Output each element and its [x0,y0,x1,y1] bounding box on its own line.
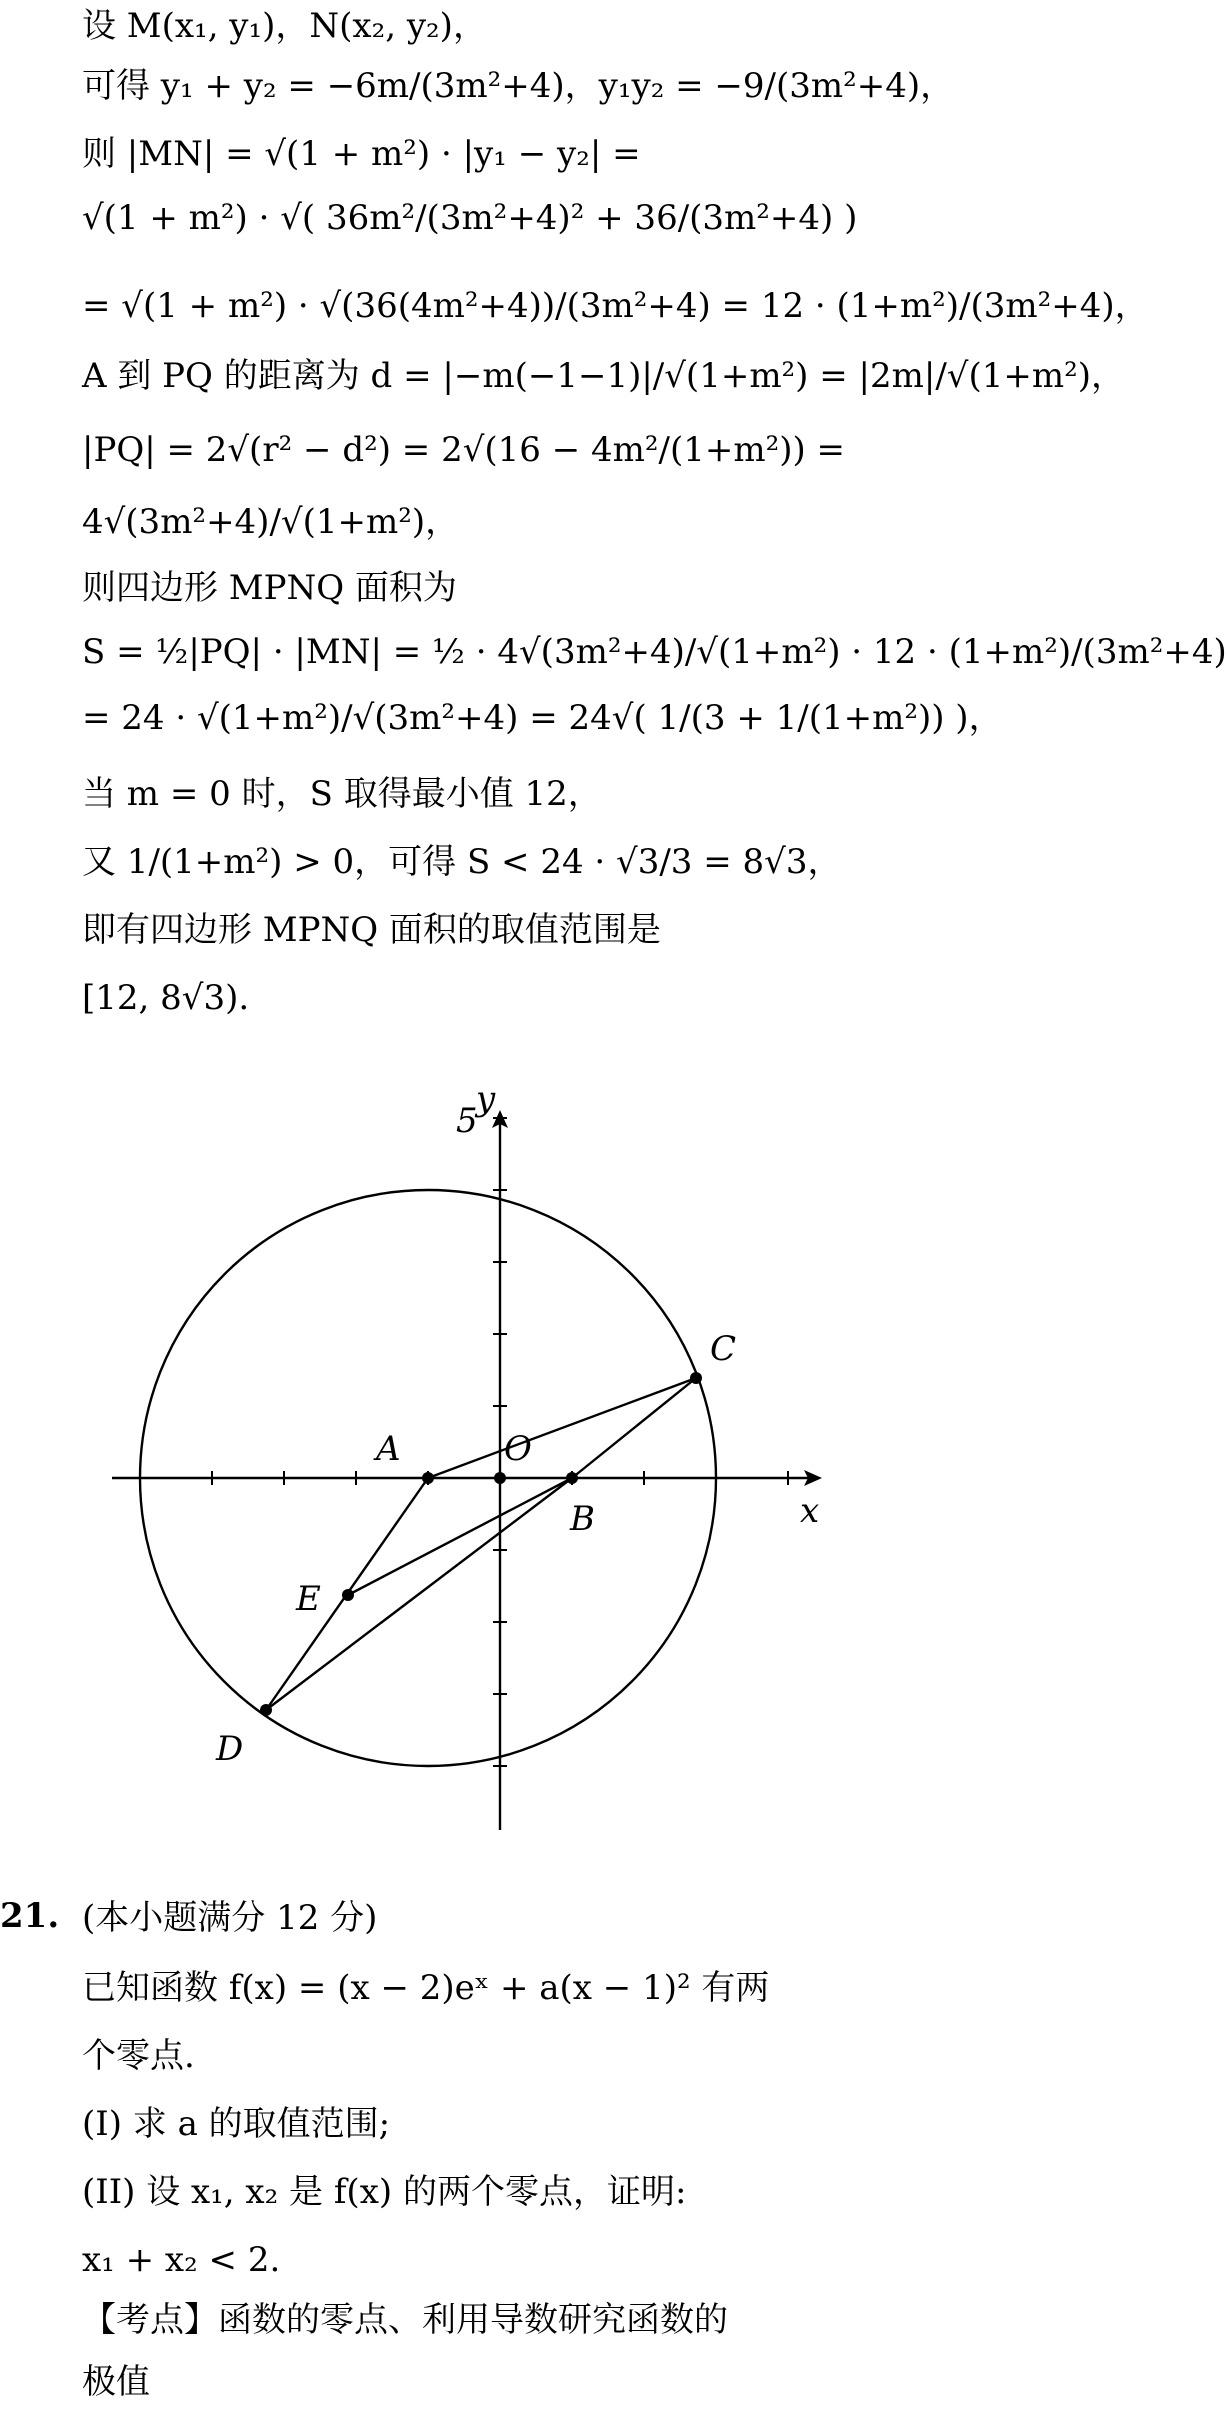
label-o: O [504,1429,532,1469]
solution-line-8: 4√(3m²+4)/√(1+m²)， [82,502,460,542]
segments [266,1378,696,1710]
point-a [422,1472,434,1484]
tick-label-5: 5 [456,1101,478,1141]
label-e: E [296,1579,321,1619]
solution-line-10: S = ½|PQ| · |MN| = ½ · 4√(3m²+4)/√(1+m²) · 12 · (1+m²)/(3m²+4) [82,632,1227,672]
x-axis-label: x [800,1491,820,1531]
solution-line-9: 则四边形 MPNQ 面积为 [82,568,457,608]
label-a: A [376,1429,401,1469]
geometry-figure [100,1060,840,1854]
solution-line-13: 又 1/(1+m²) > 0，可得 S < 24 · √3/3 = 8√3， [82,842,842,882]
solution-line-5: = √(1 + m²) · √(36(4m²+4))/(3m²+4) = 12 · (1+m²)/(3m²+4)， [82,286,1149,326]
point-d [260,1704,272,1716]
label-d: D [216,1729,244,1769]
point-o [494,1472,506,1484]
label-b: B [570,1499,595,1539]
solution-line-14: 即有四边形 MPNQ 面积的取值范围是 [82,910,661,950]
problem-21-part-1: (I) 求 a 的取值范围; [82,2104,391,2144]
problem-21-part-2-line-1: (II) 设 x₁, x₂ 是 f(x) 的两个零点，证明: [82,2172,687,2212]
solution-line-15: [12, 8√3). [82,978,250,1018]
solution-line-7: |PQ| = 2√(r² − d²) = 2√(16 − 4m²/(1+m²)) = [82,430,846,470]
solution-line-1: 设 M(x₁, y₁)，N(x₂, y₂)， [82,6,487,46]
problem-21-kaodian-line-1: 【考点】函数的零点、利用导数研究函数的 [82,2300,728,2340]
solution-line-6: A 到 PQ 的距离为 d = |−m(−1−1)|/√(1+m²) = |2m|/√(1+m²)， [82,356,1125,396]
problem-21-kaodian-line-2: 极值 [82,2362,150,2402]
label-c: C [710,1329,737,1369]
problem-21-statement-line-1: 已知函数 f(x) = (x − 2)eˣ + a(x − 1)² 有两 [82,1968,770,2008]
problem-21-part-2-line-2: x₁ + x₂ < 2. [82,2240,281,2280]
solution-line-4: √(1 + m²) · √( 36m²/(3m²+4)² + 36/(3m²+4) ) [82,198,858,238]
circle-diagram [100,1060,840,1850]
point-b [566,1472,578,1484]
problem-21-header: (本小题满分 12 分) [82,1898,378,1938]
solution-line-12: 当 m = 0 时，S 取得最小值 12， [82,774,602,814]
solution-line-2: 可得 y₁ + y₂ = −6m/(3m²+4)，y₁y₂ = −9/(3m²+4)， [82,66,955,106]
solution-line-3: 则 |MN| = √(1 + m²) · |y₁ − y₂| = [82,134,641,174]
problem-21-number: 21. [0,1896,60,1936]
point-e [342,1589,354,1601]
solution-line-11: = 24 · √(1+m²)/√(3m²+4) = 24√( 1/(3 + 1/(1+m²)) )， [82,698,1003,738]
point-c [690,1372,702,1384]
problem-21-statement-line-2: 个零点. [82,2036,195,2076]
y-axis-label: y [476,1079,496,1119]
